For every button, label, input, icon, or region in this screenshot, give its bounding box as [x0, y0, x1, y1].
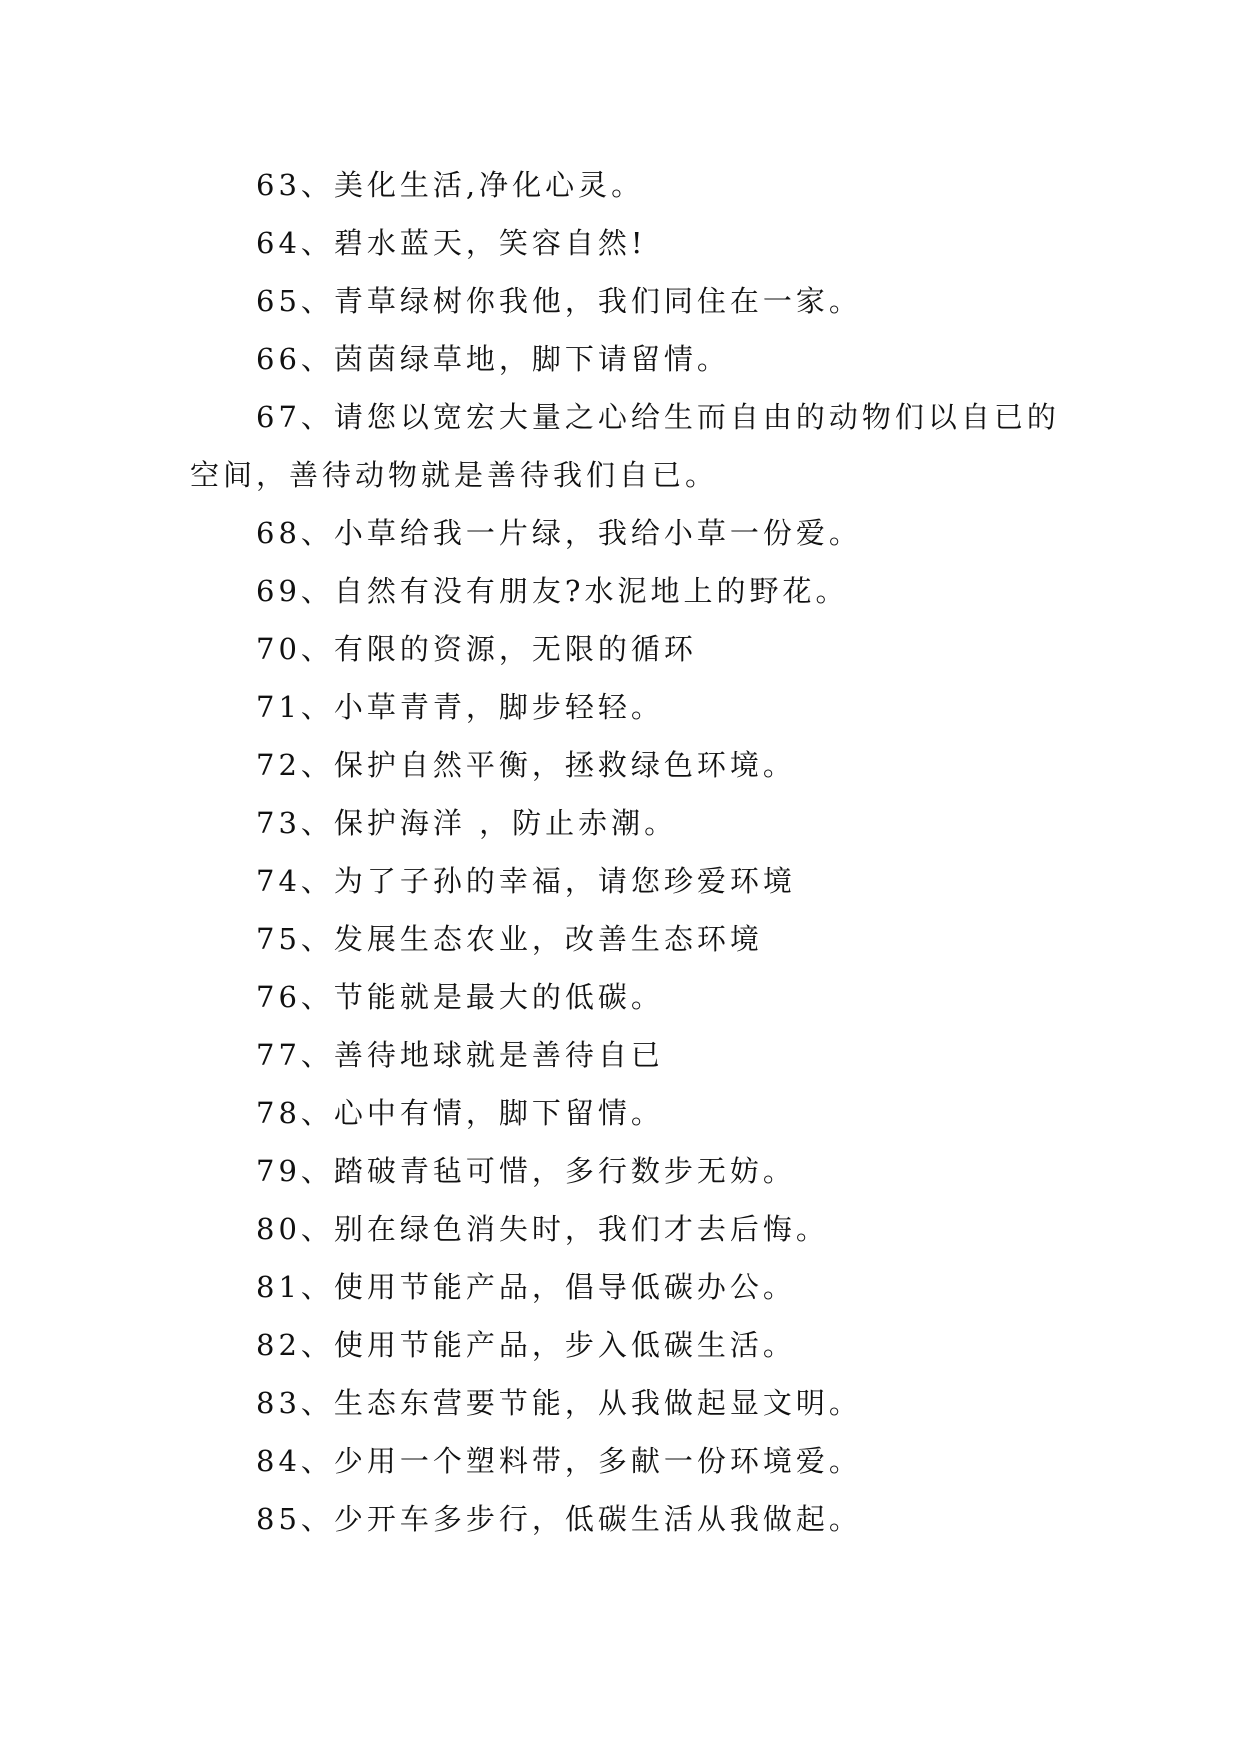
- list-item: 84、少用一个塑料带，多献一份环境爱。: [256, 1444, 862, 1478]
- list-item: 66、茵茵绿草地，脚下请留情。: [256, 342, 730, 376]
- list-item: 69、自然有没有朋友?水泥地上的野花。: [256, 574, 849, 608]
- list-item: 81、使用节能产品，倡导低碳办公。: [256, 1270, 796, 1304]
- list-item: 78、心中有情，脚下留情。: [256, 1096, 664, 1130]
- list-item: 77、善待地球就是善待自已: [256, 1038, 664, 1072]
- list-item: 64、碧水蓝天，笑容自然!: [256, 226, 647, 260]
- list-item: 67、请您以宽宏大量之心给生而自由的动物们以自已的空间，善待动物就是善待我们自已。: [190, 400, 1060, 492]
- list-item: 65、青草绿树你我他，我们同住在一家。: [256, 284, 862, 318]
- list-item: 68、小草给我一片绿，我给小草一份爱。: [256, 516, 862, 550]
- list-item: 82、使用节能产品，步入低碳生活。: [256, 1328, 796, 1362]
- list-item: 71、小草青青，脚步轻轻。: [256, 690, 664, 724]
- list-item: 73、保护海洋 ，防止赤潮。: [256, 806, 678, 840]
- list-item: 79、踏破青毡可惜，多行数步无妨。: [256, 1154, 796, 1188]
- list-item: 85、少开车多步行，低碳生活从我做起。: [256, 1502, 862, 1536]
- list-item: 75、发展生态农业，改善生态环境: [256, 922, 763, 956]
- list-item: 76、节能就是最大的低碳。: [256, 980, 664, 1014]
- list-item: 74、为了子孙的幸福，请您珍爱环境: [256, 864, 796, 898]
- list-item: 63、美化生活,净化心灵。: [256, 168, 645, 202]
- list-item: 83、生态东营要节能，从我做起显文明。: [256, 1386, 862, 1420]
- list-item: 80、别在绿色消失时，我们才去后悔。: [256, 1212, 829, 1246]
- list-item: 72、保护自然平衡，拯救绿色环境。: [256, 748, 796, 782]
- slogan-list: [190, 156, 1070, 1548]
- list-item: 70、有限的资源，无限的循环: [256, 632, 697, 666]
